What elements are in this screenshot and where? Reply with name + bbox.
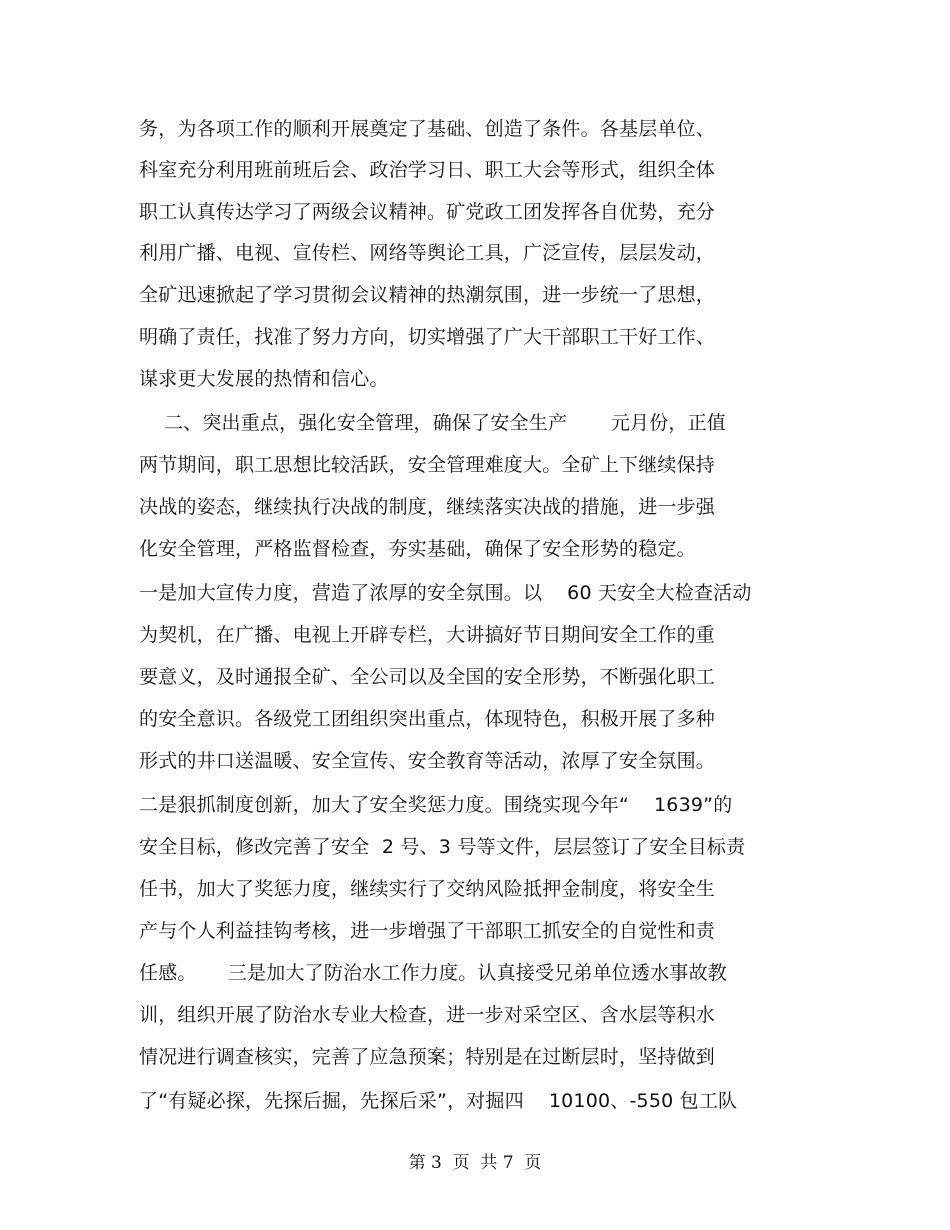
section-heading-line: 二、突出重点，强化安全管理，确保了安全生产 元月份，正值 — [139, 412, 727, 434]
text-line: 二是狠抓制度创新，加大了安全奖惩力度。围绕实现今年“ 1639”的 — [139, 794, 733, 816]
text-line: 科室充分利用班前班后会、政治学习日、职工大会等形式，组织全体 — [139, 159, 716, 181]
text-line: 谋求更大发展的热情和信心。 — [139, 368, 389, 390]
text-line: 全矿迅速掀起了学习贯彻会议精神的热潮氛围，进一步统一了思想， — [139, 284, 716, 306]
text-line: 任感。 三是加大了防治水工作力度。认真接受兄弟单位透水事故教 — [139, 962, 727, 984]
text-line: 明确了责任，找准了努力方向，切实增强了广大干部职工干好工作、 — [139, 326, 716, 348]
text-line: 形式的井口送温暖、安全宣传、安全教育等活动，浓厚了安全氛围。 — [139, 750, 716, 772]
text-line: 情况进行调查核实，完善了应急预案；特别是在过断层时，坚持做到 — [139, 1046, 716, 1068]
text-line: 的安全意识。各级党工团组织突出重点，体现特色，积极开展了多种 — [139, 708, 716, 730]
text-line: 化安全管理，严格监督检查，夯实基础，确保了安全形势的稳定。 — [139, 538, 696, 560]
text-line: 利用广播、电视、宣传栏、网络等舆论工具，广泛宣传，层层发动， — [139, 242, 716, 264]
text-line: 职工认真传达学习了两级会议精神。矿党政工团发挥各自优势，充分 — [139, 201, 716, 223]
text-line: 安全目标，修改完善了安全 2 号、3 号等文件，层层签订了安全目标责 — [139, 836, 746, 858]
text-line: 两节期间，职工思想比较活跃，安全管理难度大。全矿上下继续保持 — [139, 454, 716, 476]
text-line: 决战的姿态，继续执行决战的制度，继续落实决战的措施，进一步强 — [139, 496, 716, 518]
text-line: 一是加大宣传力度，营造了浓厚的安全氛围。以 60 天安全大检查活动 — [139, 582, 752, 604]
text-line: 要意义，及时通报全矿、全公司以及全国的安全形势，不断强化职工 — [139, 666, 716, 688]
text-line: 产与个人利益挂钩考核，进一步增强了干部职工抓安全的自觉性和责 — [139, 920, 716, 942]
text-line: 为契机，在广播、电视上开辟专栏，大讲搞好节日期间安全工作的重 — [139, 624, 716, 646]
page-number-footer: 第 3 页 共 7 页 — [408, 1153, 542, 1173]
text-line: 务，为各项工作的顺利开展奠定了基础、创造了条件。各基层单位、 — [139, 118, 716, 140]
text-line: 训，组织开展了防治水专业大检查，进一步对采空区、含水层等积水 — [139, 1004, 716, 1026]
text-line: 了“有疑必探，先探后掘，先探后采”，对掘四 10100、-550 包工队 — [139, 1090, 738, 1112]
text-line: 任书，加大了奖惩力度，继续实行了交纳风险抵押金制度，将安全生 — [139, 878, 716, 900]
